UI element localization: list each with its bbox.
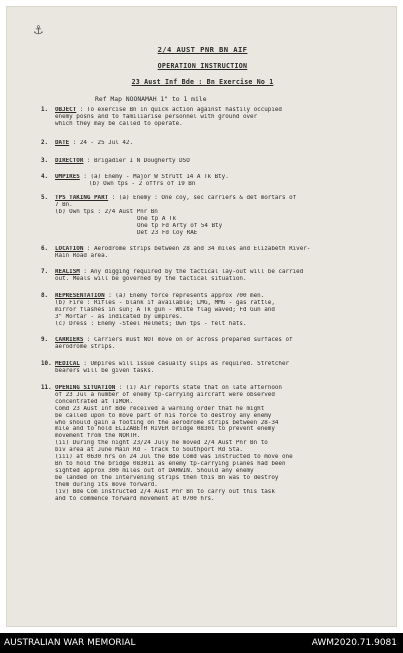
para-line: out. Meals will be governed by the tactical situation. (55, 275, 247, 282)
footer-bar (0, 633, 403, 653)
para-line: : Any digging required by the tactical lay-out will be carried (83, 269, 304, 275)
para-line: movement from the NORTH. (55, 433, 141, 440)
para-line: : (i) Air reports state that on late afternoon (118, 385, 282, 391)
para-number: 9. (41, 337, 49, 343)
para-line: who should gain a footing on the aerodrome strips between 28-34 (55, 419, 279, 426)
para-line: and to commence forward movement at 0700 hrs. (55, 495, 215, 502)
para-line: : (a) Enemy - Major W Strutt 14 A Tk Bty. (83, 174, 229, 180)
footer-institution: AUSTRALIAN WAR MEMORIAL (4, 638, 136, 648)
para-number: 11. (41, 385, 52, 391)
para-line: (iii) at 0630 hrs on 24 Jul the Bde Comd was instructed to move one (55, 454, 293, 461)
para-line: 3" Mortar - as indicated by umpires. (55, 313, 183, 320)
para-line: : Carriers must NOT move on or across prepared surfaces of (86, 337, 293, 343)
para-heading: TPS TAKING PART (55, 195, 109, 201)
document-subtitle: OPERATION INSTRUCTION (157, 62, 248, 70)
para-line: (b) Own tps : 2/4 Aust Pnr Bn (55, 208, 158, 215)
para-number: 10. (41, 361, 52, 367)
para-number: 8. (41, 293, 49, 299)
para-number: 2. (41, 140, 49, 146)
para-heading: LOCATION (55, 246, 84, 252)
para-number: 1. (41, 107, 49, 113)
para-line: : Umpires will issue casualty slips as required. Stretcher (83, 361, 290, 367)
para-line: of 23 Jul a number of enemy tp-carrying aircraft were observed (55, 391, 275, 398)
para-line: : Brigadier I N Dougherty DSO (86, 158, 190, 164)
para-line: : (a) Enemy : One coy, sec carriers & det mortars of (111, 195, 297, 201)
para-line: bearers will be given tasks. (55, 367, 155, 374)
para-heading: MEDICAL (55, 361, 80, 367)
para-heading: CARRIERS (55, 337, 84, 343)
para-line: biv area at June Main Rd - track to Southport Rd Sta. (55, 447, 243, 454)
pin-icon: ⚓ (33, 23, 44, 37)
para-line: be called upon to move part of his force to destroy any enemy (55, 412, 272, 419)
para-heading: DATE (55, 140, 70, 146)
para-line: Rain Road area. (55, 252, 109, 259)
para-line: mirror flashes in sun; A Tk gun - White flag waved; Fd Gun and (55, 306, 275, 313)
para-line: (c) Dress : Enemy -Steel Helmets; Own tps - felt hats. (55, 320, 247, 327)
para-line: them during its move forward. (55, 481, 158, 488)
para-line: : Aerodrome strips between 28 and 34 miles and Elizabeth River- (86, 246, 311, 252)
para-line: One tp A Tk (137, 215, 177, 222)
para-line: (ii) During the night 23/24 July he moved 2/4 Aust Pnr Bn to (55, 440, 268, 447)
ref-map: Ref Map NOONAMAH 1" to 1 mile (95, 95, 207, 103)
para-line: One tp Fd Arty of 54 Bty (137, 222, 223, 229)
para-line: (iv) Bde Com instructed 2/4 Aust Pnr Bn to carry out this task (55, 488, 275, 495)
para-line: 7 Bn. (55, 201, 73, 208)
para-line: (b) Fire : Rifles - blank if available; LMG, MMG - gas rattle, (55, 299, 275, 306)
exercise-title: 23 Aust Inf Bde : Bn Exercise No 1 (131, 78, 274, 86)
para-heading: UMPIRES (55, 174, 80, 180)
para-line: aerodrome strips. (55, 343, 116, 350)
para-heading: REALISM (55, 269, 80, 275)
para-line: enemy posns and to familiarise personnel with ground over (55, 113, 258, 120)
para-line: mile and to hold ELIZABETH RIVER bridge 08301 to prevent enemy (55, 426, 275, 433)
para-line: : To exercise Bn in quick action against hastily occupied (79, 107, 282, 113)
para-line: Bn to hold the bridge 083011 as enemy tp-carrying planes had been (55, 460, 286, 467)
document-title: 2/4 AUST PNR BN AIF (157, 45, 248, 54)
para-line: : 24 - 25 Jul 42. (72, 140, 134, 146)
para-line: (b) Own tps - 2 offrs of 19 Bn (89, 180, 196, 187)
para-line: which they may be called to operate. (55, 120, 183, 127)
para-line: sighted approx 300 miles out of DARWIN. Should any enemy (55, 467, 254, 474)
para-number: 7. (41, 269, 49, 275)
para-number: 5. (41, 195, 49, 201)
para-line: Comd 23 Aust Inf Bde received a warning order that he might (55, 405, 265, 412)
para-line: be landed on the intervening strips then this Bn was to destroy (55, 474, 279, 481)
para-line: : (a) Enemy force represents approx 700 men. (108, 293, 265, 299)
para-heading: OBJECT (55, 107, 77, 113)
para-heading: OPENING SITUATION (55, 385, 116, 391)
para-line: concentrated at TIMOR. (55, 398, 134, 405)
footer-accession-number: AWM2020.71.9081 (311, 638, 397, 648)
para-line: Det 23 Fd Coy RAE (137, 229, 198, 236)
para-heading: REPRESENTATION (55, 293, 105, 299)
para-number: 3. (41, 158, 49, 164)
para-number: 6. (41, 246, 49, 252)
para-heading: DIRECTOR (55, 158, 84, 164)
document-sheet (6, 6, 397, 627)
para-number: 4. (41, 174, 49, 180)
